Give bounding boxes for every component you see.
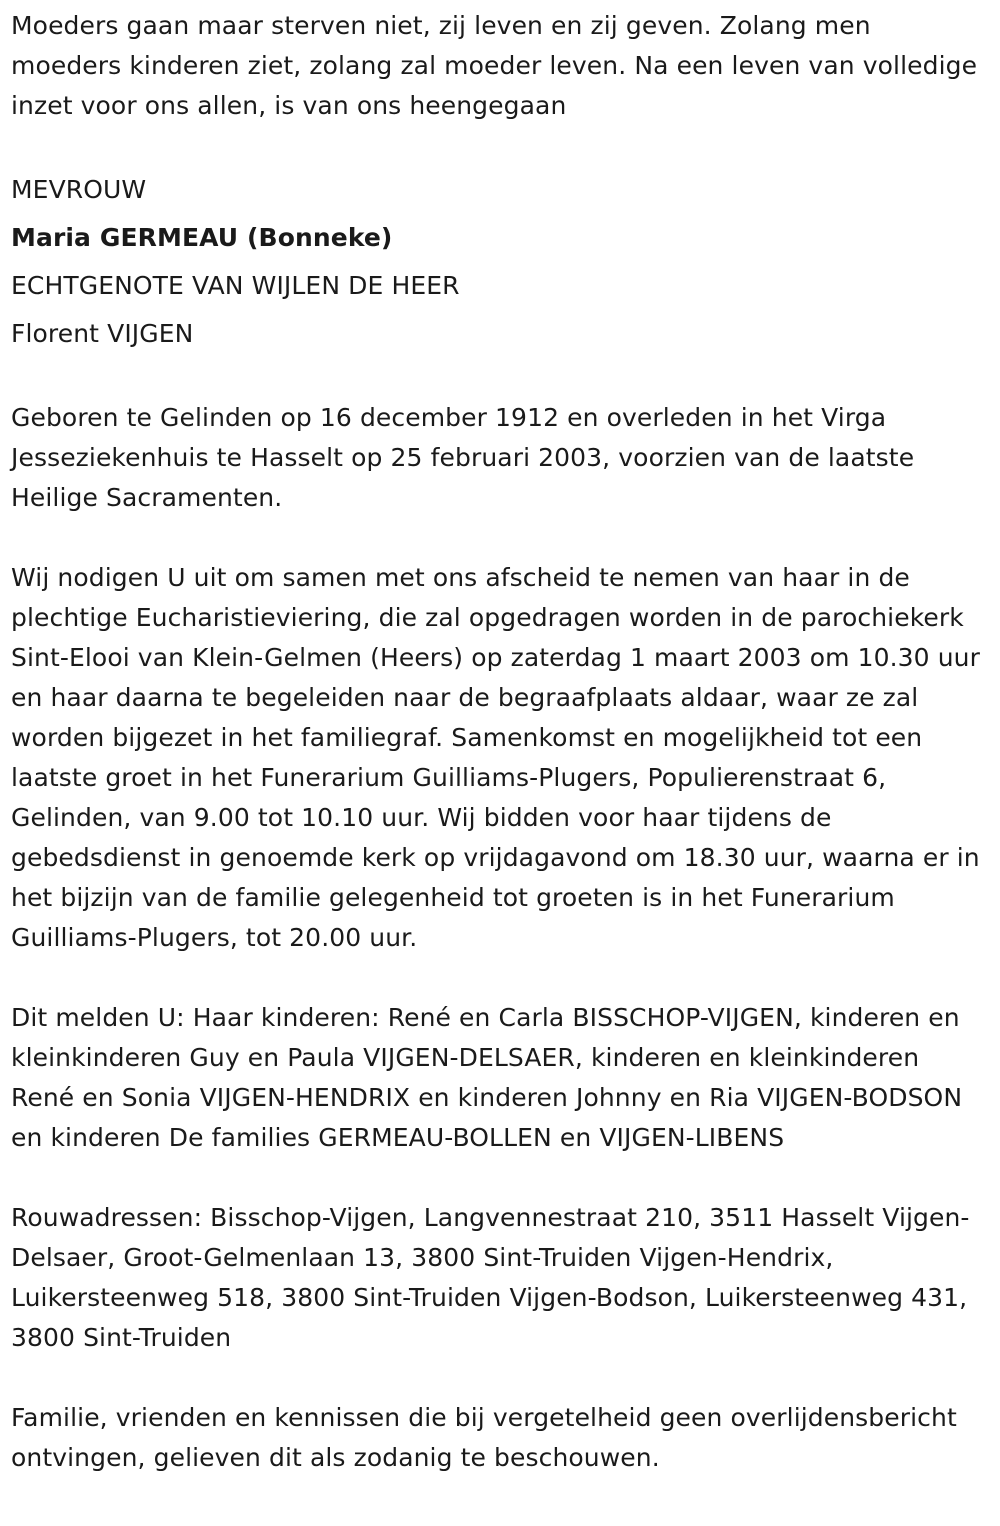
closing-paragraph: Familie, vrienden en kennissen die bij vergetelheid geen overlijdensbericht ontvingen, gelieven dit als zodanig te beschouwen. — [11, 1403, 957, 1472]
spouse-label: ECHTGENOTE VAN WIJLEN DE HEER — [11, 271, 460, 300]
spouse-name: Florent VIJGEN — [11, 319, 194, 348]
addresses-paragraph: Rouwadressen: Bisschop-Vijgen, Langvennestraat 210, 3511 Hasselt Vijgen-Delsaer, Groot-Gelmenlaan 13, 3800 Sint-Truiden Vijgen-Hendrix, Luikersteenweg 518, 3800 Sint-Truiden Vijgen-Bodson, Luikersteenweg 431, 3800 Sint-Truiden — [11, 1203, 970, 1352]
intro-paragraph: Moeders gaan maar sterven niet, zij leven en zij geven. Zolang men moeders kinderen ziet, zolang zal moeder leven. Na een leven van volledige inzet voor ons allen, is van ons heengegaan — [11, 11, 978, 120]
deceased-name: Maria GERMEAU (Bonneke) — [11, 223, 393, 252]
birth-death-paragraph: Geboren te Gelinden op 16 december 1912 en overleden in het Virga Jesseziekenhuis te Hasselt op 25 februari 2003, voorzien van de laatste Heilige Sacramenten. — [11, 403, 915, 512]
honorific: MEVROUW — [11, 175, 147, 204]
invitation-paragraph: Wij nodigen U uit om samen met ons afscheid te nemen van haar in de plechtige Eucharistieviering, die zal opgedragen worden in de parochiekerk Sint-Elooi van Klein-Gelmen (Heers) op zaterdag 1 maart 2003 om 10.30 uur en haar daarna te begeleiden naar de begraafplaats aldaar, waar ze zal worden bijgezet in het familiegraf. Samenkomst en mogelijkheid tot een laatste groet in het Funerarium Guilliams-Plugers, Populierenstraat 6, Gelinden, van 9.00 tot 10.10 uur. Wij bidden voor haar tijdens de gebedsdienst in genoemde kerk op vrijdagavond om 18.30 uur, waarna er in het bijzijn van de familie gelegenheid tot groeten is in het Funerarium Guilliams-Plugers, tot 20.00 uur. — [11, 563, 981, 952]
announcement-paragraph: Dit melden U: Haar kinderen: René en Carla BISSCHOP-VIJGEN, kinderen en kleinkinderen Guy en Paula VIJGEN-DELSAER, kinderen en kleinkinderen René en Sonia VIJGEN-HENDRIX en kinderen Johnny en Ria VIJGEN-BODSON en kinderen De families GERMEAU-BOLLEN en VIJGEN-LIBENS — [11, 1003, 963, 1152]
